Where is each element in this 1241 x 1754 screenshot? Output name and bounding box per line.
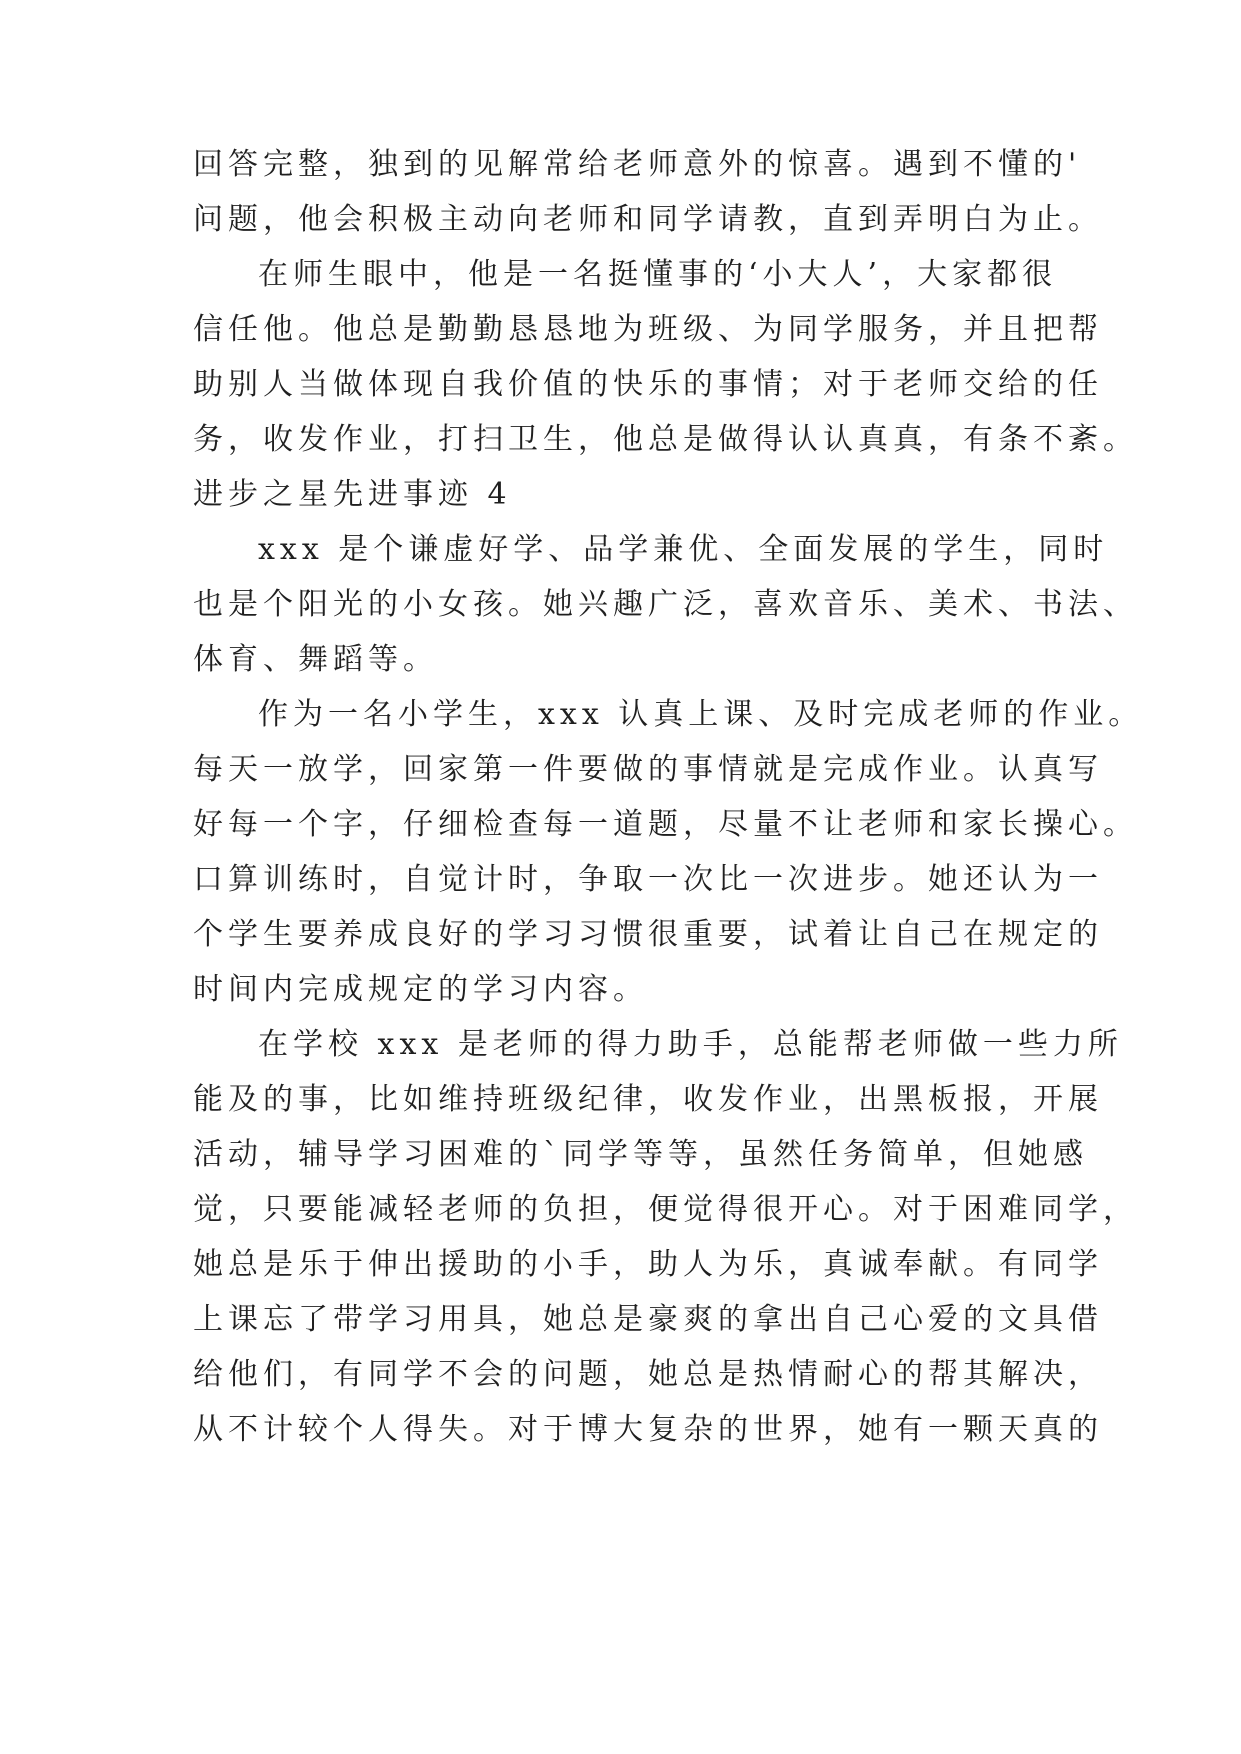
section-heading: 进步之星先进事迹 4 — [193, 477, 512, 512]
text-line: 上课忘了带学习用具，她总是豪爽的拿出自己心爱的文具借 — [193, 1302, 1103, 1337]
text-line: 务，收发作业，打扫卫生，他总是做得认认真真，有条不紊。 — [193, 422, 1138, 457]
text-line: 在学校 xxx 是老师的得力助手，总能帮老师做一些力所 — [258, 1027, 1123, 1062]
text-line: 从不计较个人得失。对于博大复杂的世界，她有一颗天真的 — [193, 1412, 1103, 1447]
text-line: 好每一个字，仔细检查每一道题，尽量不让老师和家长操心。 — [193, 807, 1138, 842]
text-line: 她总是乐于伸出援助的小手，助人为乐，真诚奉献。有同学 — [193, 1247, 1103, 1282]
text-line: xxx 是个谦虚好学、品学兼优、全面发展的学生，同时 — [258, 532, 1109, 567]
text-line: 每天一放学，回家第一件要做的事情就是完成作业。认真写 — [193, 752, 1103, 787]
text-line: 回答完整，独到的见解常给老师意外的惊喜。遇到不懂的' — [193, 147, 1082, 182]
text-line: 问题，他会积极主动向老师和同学请教，直到弄明白为止。 — [193, 202, 1103, 237]
text-line: 口算训练时，自觉计时，争取一次比一次进步。她还认为一 — [193, 862, 1103, 897]
text-line: 活动，辅导学习困难的`同学等等，虽然任务简单，但她感 — [193, 1137, 1088, 1172]
text-line: 在师生眼中，他是一名挺懂事的‘小大人’，大家都很 — [258, 257, 1058, 292]
text-line: 助别人当做体现自我价值的快乐的事情；对于老师交给的任 — [193, 367, 1103, 402]
text-line: 时间内完成规定的学习内容。 — [193, 972, 648, 1007]
text-line: 也是个阳光的小女孩。她兴趣广泛，喜欢音乐、美术、书法、 — [193, 587, 1138, 622]
text-line: 给他们，有同学不会的问题，她总是热情耐心的帮其解决， — [193, 1357, 1103, 1392]
text-line: 作为一名小学生，xxx 认真上课、及时完成老师的作业。 — [258, 697, 1144, 732]
text-line: 觉，只要能减轻老师的负担，便觉得很开心。对于困难同学， — [193, 1192, 1138, 1227]
text-line: 信任他。他总是勤勤恳恳地为班级、为同学服务，并且把帮 — [193, 312, 1103, 347]
text-line: 个学生要养成良好的学习习惯很重要，试着让自己在规定的 — [193, 917, 1103, 952]
text-line: 体育、舞蹈等。 — [193, 642, 438, 677]
text-line: 能及的事，比如维持班级纪律，收发作业，出黑板报，开展 — [193, 1082, 1103, 1117]
